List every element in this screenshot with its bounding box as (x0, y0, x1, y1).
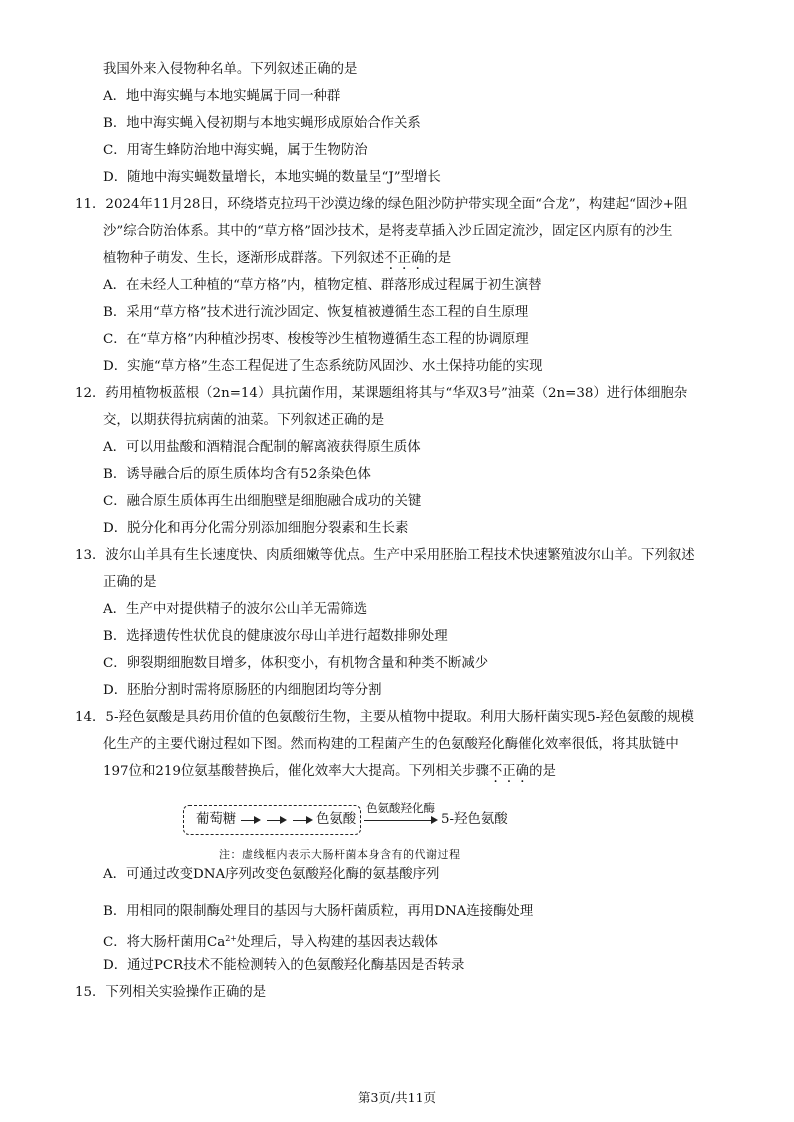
calcium-charge: 2+ (225, 934, 238, 943)
q11-emphasis-char: 确 (410, 251, 425, 266)
glucose-label: 葡萄糖 (196, 812, 237, 827)
arrow-line (364, 820, 432, 821)
q11-stem-text-end: 的是 (424, 251, 452, 266)
q11-option-a: A．在未经人工种植的“草方格”内，植物定植、群落形成过程属于初生演替 (103, 278, 542, 293)
diagram-note: 注：虚线框内表示大肠杆菌本身含有的代谢过程 (219, 848, 461, 861)
product-label: 5-羟色氨酸 (441, 812, 508, 827)
arrow-head-icon (254, 816, 261, 824)
q11-option-d: D．实施“草方格”生态工程促进了生态系统防风固沙、水土保持功能的实现 (103, 359, 543, 374)
q14-stem-text: 197位和219位氨基酸替换后，催化效率大大提高。下列相关步骤 (103, 764, 489, 779)
q10-option-c: C．用寄生蜂防治地中海实蝇，属于生物防治 (103, 143, 368, 158)
page-number: 第3页/共11页 (357, 1090, 437, 1105)
tryptophan-label: 色氨酸 (316, 812, 357, 827)
q13-option-a: A．生产中对提供精子的波尔公山羊无需筛选 (103, 602, 368, 617)
q11-stem-text: 植物种子萌发、生长，逐渐形成群落。下列叙述 (103, 251, 385, 266)
q14-emphasis-char: 确 (515, 764, 530, 779)
q11-stem-line1: 11．2024年11月28日，环绕塔克拉玛干沙漠边缘的绿色阻沙防护带实现全面“合龙”，构建起“固沙+阻 (75, 197, 688, 212)
q14-option-b: B．用相同的限制酶处理目的基因与大肠杆菌质粒，再用DNA连接酶处理 (103, 904, 534, 919)
q11-stem-line3 (103, 249, 451, 269)
q14-option-a: A．可通过改变DNA序列改变色氨酸羟化酶的氨基酸序列 (103, 867, 440, 882)
q10-option-a: A．地中海实蝇与本地实蝇属于同一种群 (103, 89, 341, 104)
q15-stem-line1: 15．下列相关实验操作正确的是 (75, 985, 267, 1000)
q13-stem-line1: 13．波尔山羊具有生长速度快、肉质细嫩等优点。生产中采用胚胎工程技术快速繁殖波尔山羊。下列叙述 (75, 548, 695, 563)
q11-emphasis-char: 正 (397, 251, 411, 266)
q10-option-d: D．随地中海实蝇数量增长，本地实蝇的数量呈“J”型增长 (103, 170, 441, 185)
q14-emphasis-char: 正 (502, 764, 516, 779)
q13-option-c: C．卵裂期细胞数目增多，体积变小，有机物含量和种类不断减少 (103, 656, 489, 671)
q14-stem-line2: 化生产的主要代谢过程如下图。然而构建的工程菌产生的色氨酸羟化酶催化效率很低，将其肽链中 (103, 737, 679, 752)
q10-option-b: B．地中海实蝇入侵初期与本地实蝇形成原始合作关系 (103, 116, 421, 131)
arrow-line (241, 820, 255, 821)
q14-option-c-text: C．将大肠杆菌用Ca (103, 935, 226, 950)
q12-stem-line2: 交，以期获得抗病菌的油菜。下列叙述正确的是 (103, 413, 385, 428)
q13-option-b: B．选择遗传性状优良的健康波尔母山羊进行超数排卵处理 (103, 629, 448, 644)
q11-stem-line2: 沙”综合防治体系。其中的“草方格”固沙技术，是将麦草插入沙丘固定流沙，固定区内原有的沙生 (103, 224, 673, 239)
pathway-diagram (183, 800, 543, 838)
q11-option-c: C．在“草方格”内种植沙拐枣、梭梭等沙生植物遵循生态工程的协调原理 (103, 332, 529, 347)
enzyme-label: 色氨酸羟化酶 (366, 801, 435, 815)
q12-option-a: A．可以用盐酸和酒精混合配制的解离液获得原生质体 (103, 440, 421, 455)
q14-option-c-text-end: 处理后，导入构建的基因表达载体 (237, 935, 438, 950)
q14-stem-text-end: 的是 (529, 764, 556, 779)
q14-stem-line3 (103, 762, 556, 782)
q12-option-d: D．脱分化和再分化需分别添加细胞分裂素和生长素 (103, 521, 409, 536)
q14-option-c (103, 929, 438, 953)
q13-stem-line2: 正确的是 (103, 575, 157, 590)
arrow-line (293, 820, 307, 821)
q11-option-b: B．采用“草方格”技术进行流沙固定、恢复植被遵循生态工程的自生原理 (103, 305, 529, 320)
arrow-head-icon (280, 816, 287, 824)
q12-stem-line1: 12．药用植物板蓝根（2n=14）具抗菌作用，某课题组将其与“华双3号”油菜（2n=38）进行体细胞杂 (75, 386, 688, 401)
q14-emphasis-char: 不 (488, 764, 503, 779)
arrow-head-icon (431, 816, 438, 824)
q12-option-c: C．融合原生质体再生出细胞壁是细胞融合成功的关键 (103, 494, 422, 509)
q13-option-d: D．胚胎分割时需将原肠胚的内细胞团均等分割 (103, 683, 382, 698)
q10-stem-continuation: 我国外来入侵物种名单。下列叙述正确的是 (103, 62, 358, 77)
q14-stem-line1: 14．5-羟色氨酸是具药用价值的色氨酸衍生物，主要从植物中提取。利用大肠杆菌实现5-羟色氨酸的规模 (75, 710, 694, 725)
q14-option-d: D．通过PCR技术不能检测转入的色氨酸羟化酶基因是否转录 (103, 958, 465, 973)
arrow-head-icon (306, 816, 313, 824)
arrow-line (267, 820, 281, 821)
q12-option-b: B．诱导融合后的原生质体均含有52条染色体 (103, 467, 371, 482)
q11-emphasis-char: 不 (384, 251, 398, 266)
